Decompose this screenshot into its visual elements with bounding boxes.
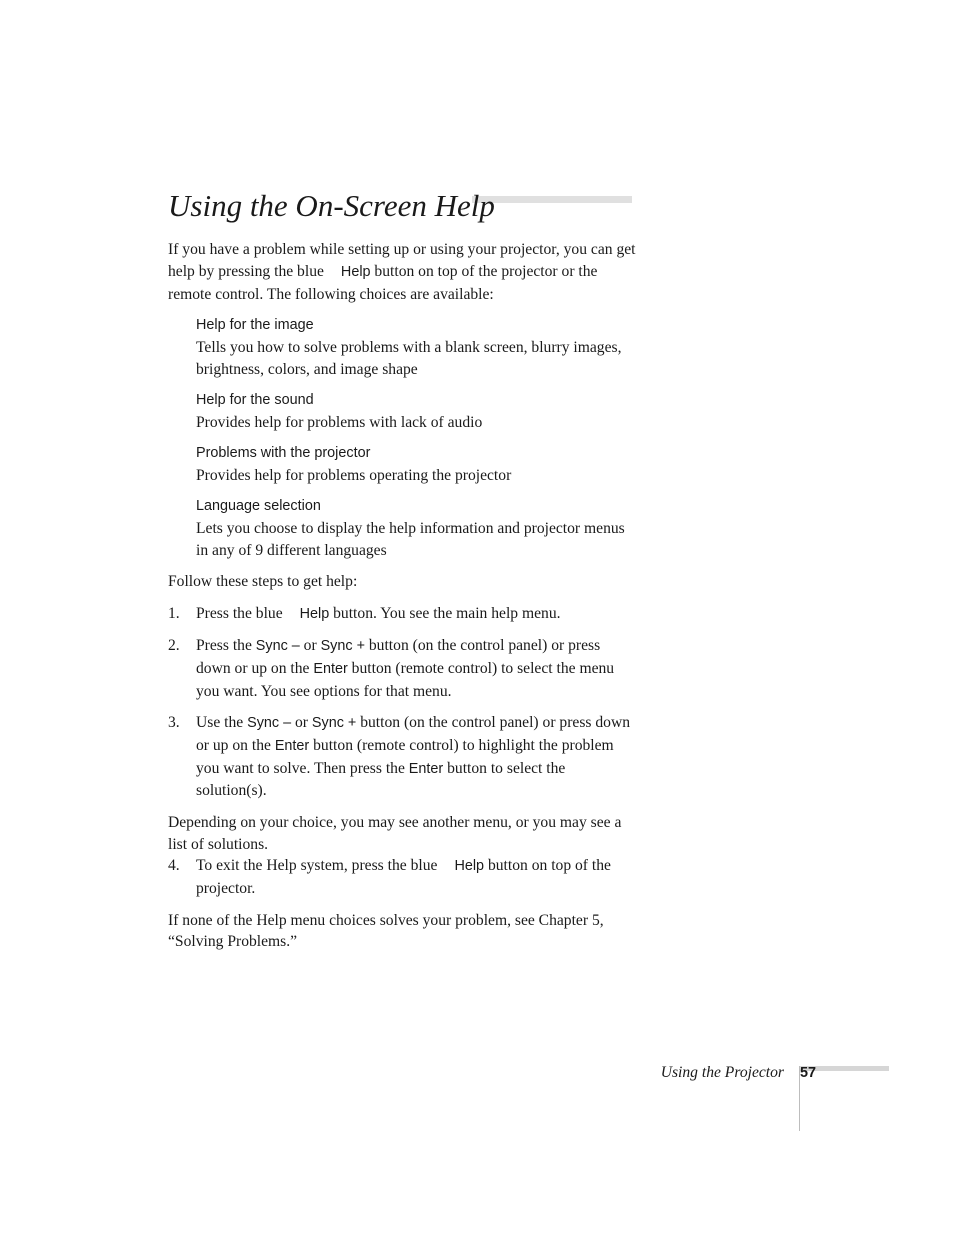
closing-paragraph: If none of the Help menu choices solves your problem, see Chapter 5, “Solving Problems.” xyxy=(168,911,604,951)
choice-heading: Problems with the projector xyxy=(196,445,371,462)
choice-heading: Help for the sound xyxy=(196,391,314,408)
choice-description: Provides help for problems with lack of audio xyxy=(196,413,483,431)
footer-section-title: Using the Projector xyxy=(660,1064,784,1081)
sync-plus-key-label: Sync + xyxy=(311,715,357,732)
step-text: To exit the Help system, press the blue xyxy=(196,857,438,875)
enter-key-label: Enter xyxy=(408,760,444,777)
page-title: Using the On-Screen Help xyxy=(168,188,495,223)
step-text: or xyxy=(291,714,312,732)
steps-intro: Follow these steps to get help: xyxy=(168,573,358,591)
step-note: Depending on your choice, you may see another menu, or you may see a list of solutions. xyxy=(168,813,622,853)
choice-description: Provides help for problems operating the projector xyxy=(196,466,512,484)
sync-minus-key-label: Sync – xyxy=(247,715,292,732)
step-text: or xyxy=(299,637,321,655)
step-text: button to select the solution(s). xyxy=(196,759,566,800)
step-number: 3. xyxy=(168,714,180,732)
choice-description: Tells you how to solve problems with a blank screen, blurry images, brightness, colors, and image shape xyxy=(196,338,622,378)
choice-item xyxy=(196,315,638,380)
step-text: Press the blue xyxy=(196,604,283,622)
intro-text: button on top of the projector or the remote control. The following choices are available: xyxy=(168,262,598,303)
step-text: button. You see the main help menu. xyxy=(329,604,561,622)
choice-item xyxy=(196,390,638,434)
step-number: 1. xyxy=(168,604,180,622)
step-text: button on top of the projector. xyxy=(196,857,611,898)
sync-plus-key-label: Sync + xyxy=(320,638,365,655)
title-rule xyxy=(472,196,632,203)
help-key-label: Help xyxy=(340,263,371,280)
step-text: button (remote control) to select the menu you want. You see options for that menu. xyxy=(196,659,615,700)
page-number: 57 xyxy=(800,1065,817,1081)
intro-text: If you have a problem while setting up or using your projector, you can get help by pressing the blue xyxy=(168,241,636,280)
choice-description: Lets you choose to display the help information and projector menus in any of 9 different languages xyxy=(196,520,625,559)
intro-paragraph xyxy=(168,239,638,305)
step-text: Use the xyxy=(196,714,248,732)
step-item xyxy=(168,855,638,900)
step-text: button (remote control) to highlight the problem you want to solve. Then press the xyxy=(196,736,614,777)
step-text: button (on the control panel) or press down or up on the xyxy=(196,637,601,677)
sync-minus-key-label: Sync – xyxy=(255,638,300,655)
choice-item xyxy=(196,443,638,487)
choice-heading: Help for the image xyxy=(196,316,314,333)
help-key-label: Help xyxy=(454,858,485,875)
step-number: 2. xyxy=(168,637,180,655)
enter-key-label: Enter xyxy=(274,737,310,754)
choice-heading: Language selection xyxy=(196,498,321,515)
step-item xyxy=(168,712,638,802)
step-text: Press the xyxy=(196,637,256,655)
step-number: 4. xyxy=(168,857,180,875)
step-text: button (on the control panel) or press down or up on the xyxy=(196,714,631,754)
step-item xyxy=(168,603,638,626)
choice-item xyxy=(196,496,638,561)
step-item xyxy=(168,635,638,702)
enter-key-label: Enter xyxy=(313,660,348,677)
body-text xyxy=(168,239,638,953)
help-key-label: Help xyxy=(299,605,330,622)
